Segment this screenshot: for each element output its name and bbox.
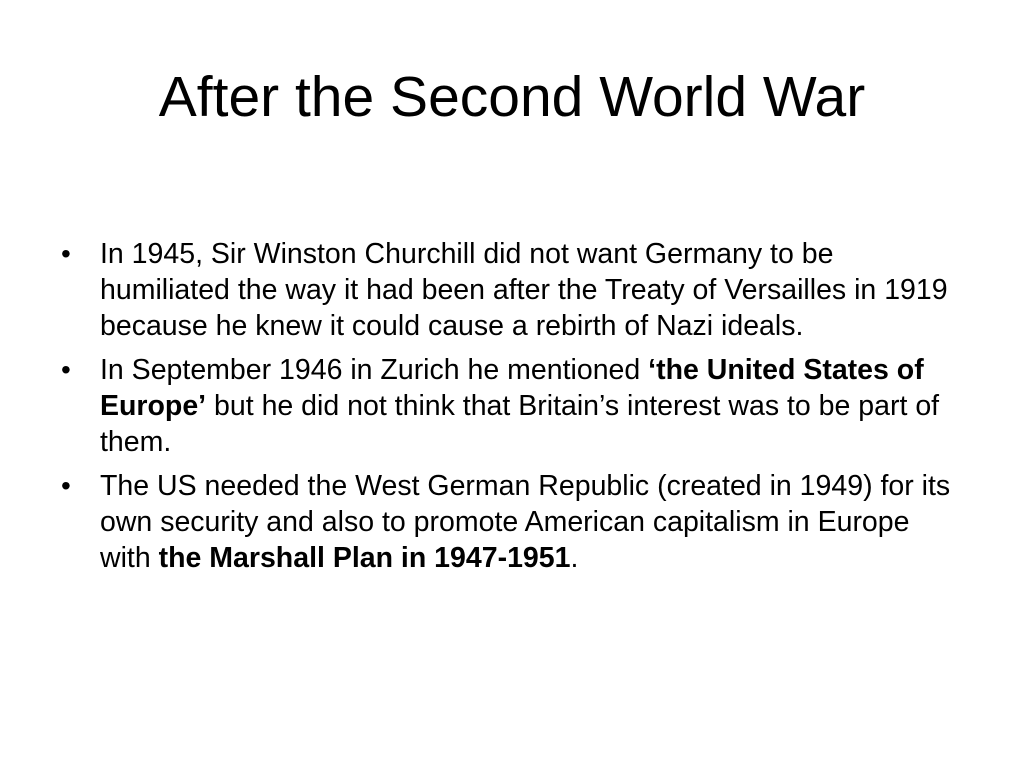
bullet-text: In 1945, Sir Winston Churchill did not want Germany to be humiliated the way it had been after the Treaty of Versailles in 1919 because he knew it could cause a rebirth of Nazi ideals. xyxy=(100,238,948,342)
bullet-text: but he did not think that Britain’s interest was to be part of them. xyxy=(100,390,940,458)
slide-title: After the Second World War xyxy=(158,65,866,129)
bullet-text-emphasis: the Marshall Plan in 1947-1951 xyxy=(158,542,571,574)
bullet-icon: • xyxy=(61,354,71,385)
bullet-icon: • xyxy=(61,470,71,501)
bullet-item-churchill xyxy=(56,236,956,344)
bullet-text: In September 1946 in Zurich he mentioned xyxy=(100,354,649,386)
bullet-text: The US needed the West German Republic (created in 1949) for its own security and also to promote American capitalism in Europe with xyxy=(100,470,951,574)
bullet-list xyxy=(56,236,956,584)
bullet-item-marshall-plan xyxy=(56,468,956,576)
bullet-text: . xyxy=(570,542,579,574)
bullet-icon: • xyxy=(61,238,71,269)
bullet-text-emphasis: ‘the United States of Europe’ xyxy=(100,354,924,422)
bullet-item-zurich xyxy=(56,352,956,460)
